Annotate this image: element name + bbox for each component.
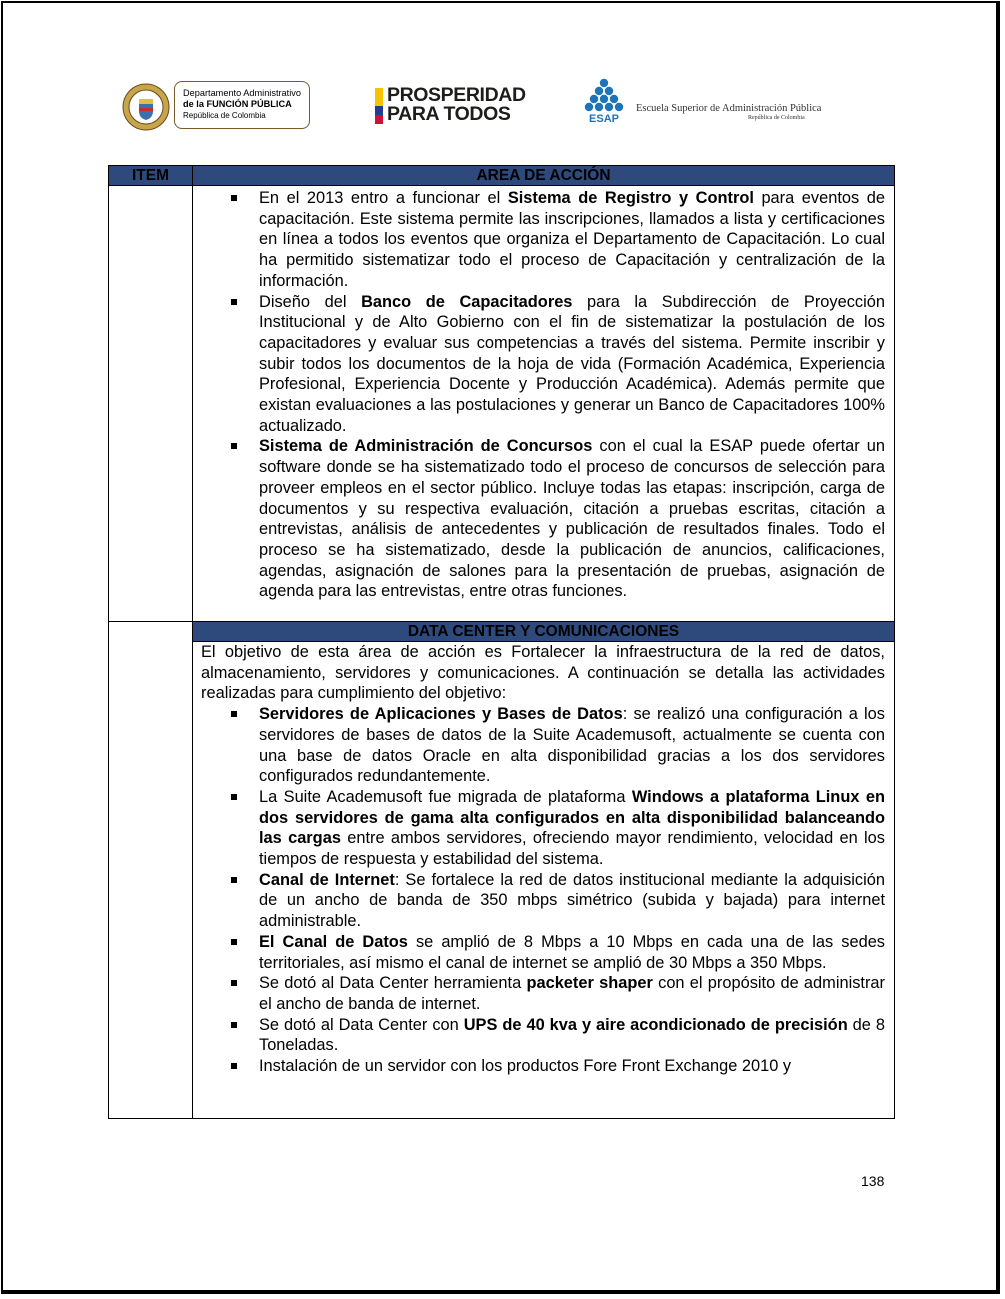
text-run: con el propósito de administrar el ancho de banda de internet. — [259, 974, 885, 1013]
esap-logo — [578, 78, 822, 126]
prosperidad-text — [387, 86, 526, 124]
bold-run: Sistema de Administración de Concursos — [259, 437, 593, 456]
text-run: con el cual la ESAP puede ofertar un software donde se ha sistematizado todo el proceso de concursos de selección para proveer empleos en el sector público. Incluye todas las etapas: inscripción, carga de documentos y su respectiva evaluación, citación a pruebas escritas, citación a entrevistas, análisis de antecedentes y publicación de resultados finales. Todo el proceso se ha sistematizado, desde la publicación de anuncios, calificaciones, agendas, asignación de salones para la presentación de pruebas, asignación de agenda para las entrevistas, entre otras funciones. — [259, 437, 885, 601]
funcion-publica-logo — [122, 81, 312, 133]
bold-run: Banco de Capacitadores — [361, 292, 573, 311]
column-header-item: ITEM — [108, 165, 193, 186]
text-run: se amplió de 8 Mbps a 10 Mbps en cada una de las sedes territoriales, así mismo el canal de internet se amplió de 30 Mbps a 350 Mbps. — [259, 932, 886, 972]
row2-content — [201, 642, 885, 1077]
text-run: Se dotó al Data Center con — [259, 1015, 464, 1034]
text-run: para la Subdirección de Proyección Institucional y de Alto Gobierno con el fin de sistematizar la postulación de los capacitadores y evaluar sus competencias a través del sistema. Permite inscribir y subir todos los documentos de la hoja de vida (Formación Académica, Experiencia Profesional, Experiencia Docente y Producción Académica). Además permite que existan evaluaciones a las postulaciones y generar un Banco de Capacitadores 100% actualizado. — [259, 292, 885, 435]
row1-item-cell — [108, 185, 193, 622]
svg-text:ESAP: ESAP — [589, 113, 619, 125]
text-run: : se realizó una configuración a los servidores de bases de datos de la Suite Academusoft, actualmente se cuenta con una base de datos Oracle en alta disponibilidad gracias a los dos servidores configurados redundantemente. — [259, 705, 885, 786]
list-item — [231, 932, 885, 973]
row2-item-cell — [108, 621, 193, 1119]
page-number: 138 — [861, 1173, 885, 1189]
list-item — [231, 292, 885, 437]
column-header-area: AREA DE ACCIÓN — [192, 165, 895, 186]
text-run: : Se fortalece la red de datos institucional mediante la adquisición de un ancho de banda de 350 mbps simétrico (subida y bajada) para internet administrable. — [259, 870, 885, 931]
colombia-flag-icon — [375, 88, 383, 124]
list-item — [231, 1056, 885, 1077]
list-item — [231, 973, 885, 1014]
colombia-seal-icon — [122, 83, 170, 131]
esap-subtitle: República de Colombia — [748, 115, 805, 121]
text-run: de 8 Toneladas. — [259, 1015, 885, 1055]
bold-run: El Canal de Datos — [259, 932, 408, 951]
text-run: La Suite Academusoft fue migrada de plataforma — [259, 787, 632, 806]
list-item — [231, 188, 885, 292]
funcion-line-3: República de Colombia — [183, 111, 266, 120]
bold-run: Canal de Internet — [259, 870, 395, 889]
text-run: En el 2013 entro a funcionar el — [259, 189, 508, 207]
prosperidad-logo — [375, 86, 527, 126]
list-item — [231, 436, 885, 602]
bullet-list — [201, 704, 885, 1077]
text-run: Diseño del — [259, 292, 362, 311]
row1-content — [231, 188, 885, 602]
bold-run: packeter shaper — [526, 974, 653, 993]
text-run: Instalación de un servidor con los productos Fore Front Exchange 2010 y — [259, 1057, 792, 1076]
bold-run: Servidores de Aplicaciones y Bases de Datos — [259, 705, 623, 724]
text-run: para eventos de capacitación. Este sistema permite las inscripciones, llamados a lista y certificaciones en línea a todos los eventos que organiza el Departamento de Capacitación. Lo cual ha permitido sistematizar todo el proceso de Capacitación y centralización de la información. — [259, 189, 885, 290]
prosperidad-line-2: PARA TODOS — [387, 103, 511, 125]
bold-run: Sistema de Registro y Control — [507, 189, 754, 207]
list-item — [231, 787, 885, 870]
funcion-line-2: de la FUNCIÓN PÚBLICA — [183, 99, 292, 109]
list-item — [231, 704, 885, 787]
bold-run: Windows a plataforma Linux en dos servidores de gama alta configurados en alta disponibilidad balanceando las cargas — [259, 787, 885, 848]
funcion-publica-label — [174, 81, 310, 129]
esap-dots-icon — [578, 78, 634, 126]
prosperidad-line-1: PROSPERIDAD — [387, 84, 526, 106]
bold-run: UPS de 40 kva y aire acondicionado de precisión — [463, 1015, 848, 1034]
text-run: entre ambos servidores, ofreciendo mayor rendimiento, velocidad en los tiempos de respuesta y estabilidad del sistema. — [259, 829, 885, 869]
funcion-line-1: Departamento Administrativo — [183, 88, 301, 98]
section-title: DATA CENTER Y COMUNICACIONES — [192, 621, 895, 642]
intro-paragraph: El objetivo de esta área de acción es Fortalecer la infraestructura de la red de datos, almacenamiento, servidores y comunicaciones. A continuación se detalla las actividades realizadas para cumplimiento del objetivo: — [201, 643, 885, 703]
text-run: Se dotó al Data Center herramienta — [259, 974, 527, 993]
list-item — [231, 870, 885, 932]
esap-name: Escuela Superior de Administración Pública — [636, 103, 822, 114]
list-item — [231, 1015, 885, 1056]
